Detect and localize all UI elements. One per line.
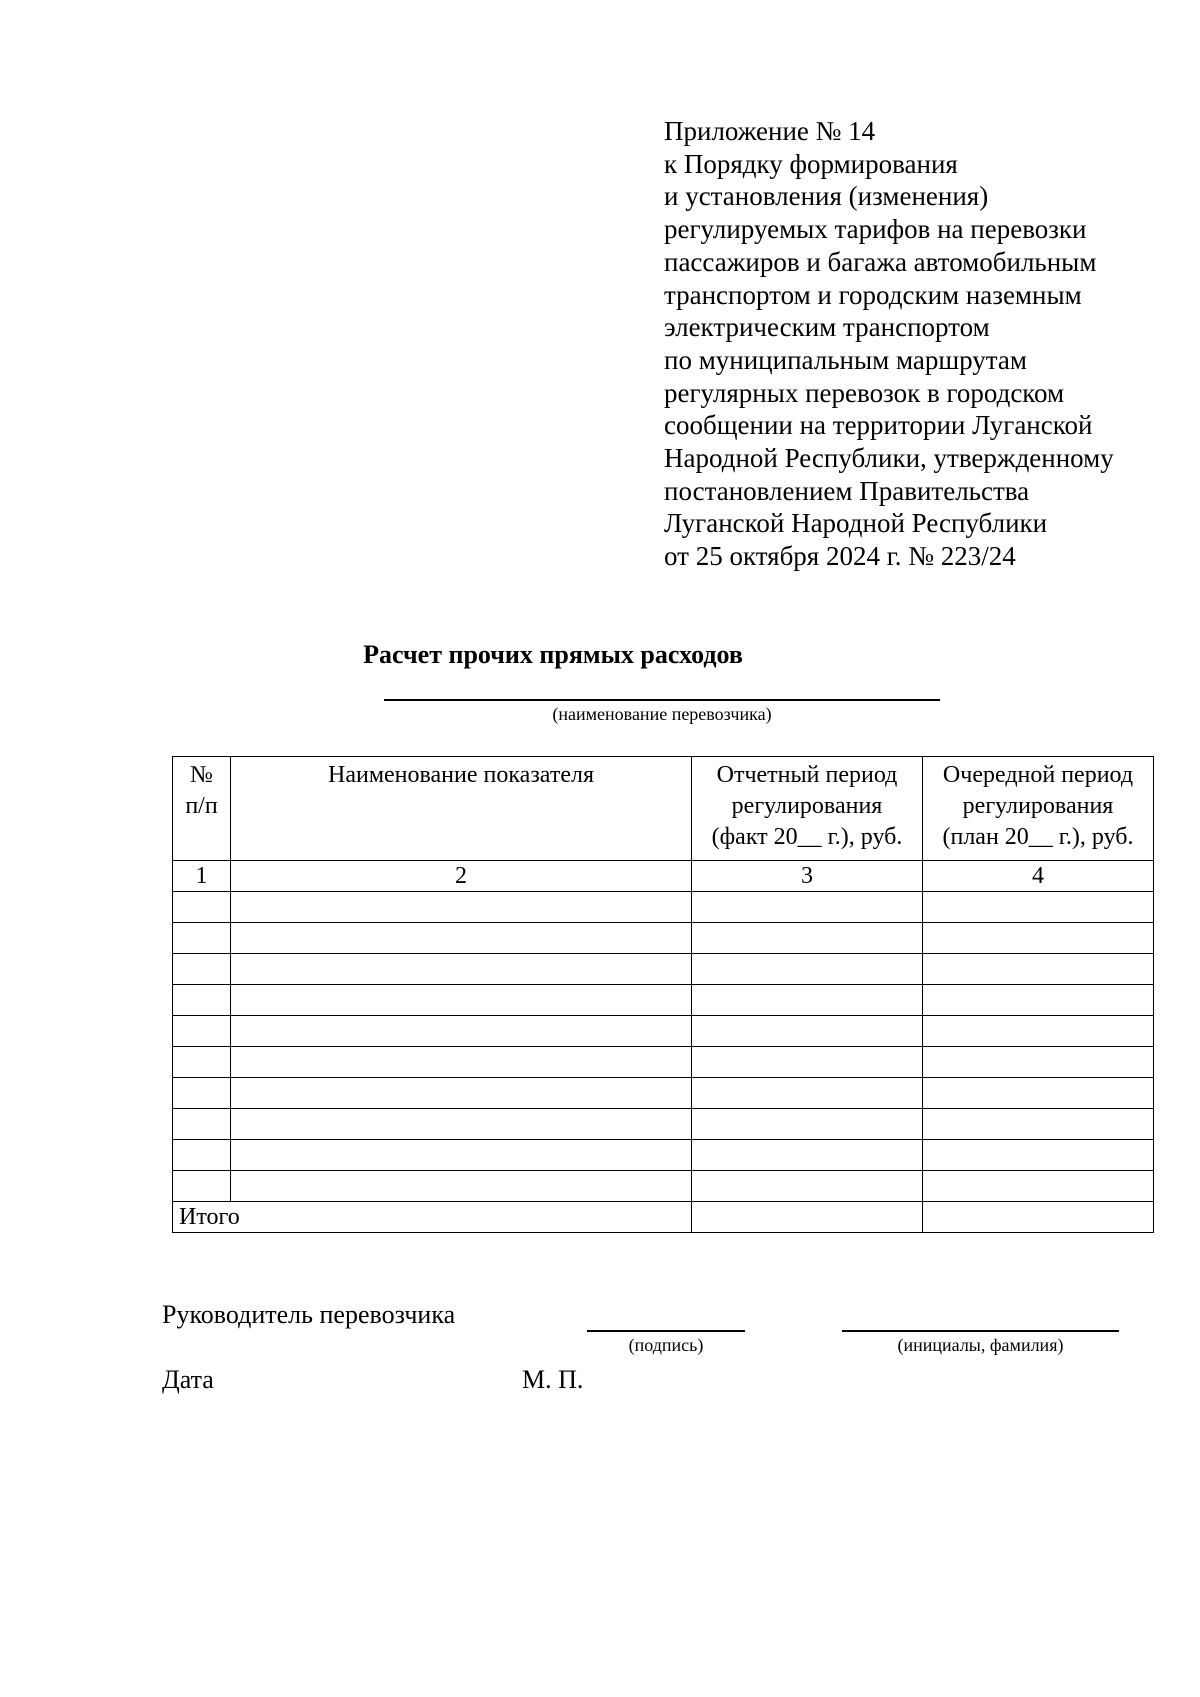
row-name-cell[interactable]: [231, 1171, 692, 1202]
row-next-cell[interactable]: [923, 954, 1154, 985]
carrier-head-label: Руководитель перевозчика: [162, 1300, 456, 1329]
table-row: [173, 1171, 1154, 1202]
header-next-period: Очередной период регулирования (план 20__ г.), руб.: [923, 757, 1154, 861]
row-next-cell[interactable]: [923, 1047, 1154, 1078]
row-reported-cell[interactable]: [692, 1016, 923, 1047]
row-num-cell[interactable]: [173, 985, 231, 1016]
row-num-cell[interactable]: [173, 1047, 231, 1078]
row-num-cell[interactable]: [173, 1109, 231, 1140]
row-next-cell[interactable]: [923, 1171, 1154, 1202]
header-indicator-name: Наименование показателя: [231, 757, 692, 861]
table-row: [173, 954, 1154, 985]
table-row: [173, 892, 1154, 923]
appendix-line: регулируемых тарифов на перевозки: [664, 214, 1087, 245]
table-row: [173, 985, 1154, 1016]
row-next-cell[interactable]: [923, 985, 1154, 1016]
appendix-block: [664, 115, 1164, 573]
row-name-cell[interactable]: [231, 1109, 692, 1140]
row-num-cell[interactable]: [173, 892, 231, 923]
header-num: № п/п: [173, 757, 231, 861]
appendix-line: транспортом и городским наземным: [664, 279, 1082, 310]
row-next-cell[interactable]: [923, 1109, 1154, 1140]
column-number-row: [173, 861, 1154, 892]
table-row: [173, 1109, 1154, 1140]
row-num-cell[interactable]: [173, 954, 231, 985]
signature-line[interactable]: [587, 1330, 745, 1332]
row-name-cell[interactable]: [231, 1016, 692, 1047]
row-reported-cell[interactable]: [692, 892, 923, 923]
row-reported-cell[interactable]: [692, 954, 923, 985]
name-line[interactable]: [842, 1330, 1119, 1332]
header-reported-period: Отчетный период регулирования (факт 20__ г.), руб.: [692, 757, 923, 861]
row-reported-cell[interactable]: [692, 985, 923, 1016]
appendix-line: по муниципальным маршрутам: [664, 344, 1027, 375]
table-row: [173, 1140, 1154, 1171]
row-next-cell[interactable]: [923, 1016, 1154, 1047]
appendix-line: пассажиров и багажа автомобильным: [664, 246, 1097, 277]
row-reported-cell[interactable]: [692, 1109, 923, 1140]
column-number: 4: [923, 861, 1154, 892]
row-reported-cell[interactable]: [692, 1171, 923, 1202]
costs-table: [172, 756, 1154, 1233]
appendix-line: электрическим транспортом: [664, 312, 990, 343]
appendix-line: Приложение № 14: [664, 116, 876, 146]
row-num-cell[interactable]: [173, 1016, 231, 1047]
appendix-line: к Порядку формирования: [664, 148, 958, 179]
appendix-line: сообщении на территории Луганской: [664, 410, 1093, 441]
total-label: Итого: [173, 1202, 692, 1233]
appendix-line: Луганской Народной Республики: [664, 508, 1048, 539]
appendix-line: постановлением Правительства: [664, 475, 1030, 506]
row-name-cell[interactable]: [231, 892, 692, 923]
document-title: Расчет прочих прямых расходов: [363, 640, 743, 669]
row-reported-cell[interactable]: [692, 1140, 923, 1171]
table-row: [173, 923, 1154, 954]
name-caption: (инициалы, фамилия): [897, 1335, 1064, 1355]
row-next-cell[interactable]: [923, 892, 1154, 923]
signature-caption: (подпись): [628, 1335, 704, 1355]
row-reported-cell[interactable]: [692, 1078, 923, 1109]
row-reported-cell[interactable]: [692, 923, 923, 954]
row-num-cell[interactable]: [173, 923, 231, 954]
carrier-name-caption: (наименование перевозчика): [552, 704, 772, 724]
row-num-cell[interactable]: [173, 1140, 231, 1171]
row-num-cell[interactable]: [173, 1078, 231, 1109]
row-name-cell[interactable]: [231, 1078, 692, 1109]
column-number: 3: [692, 861, 923, 892]
row-name-cell[interactable]: [231, 1047, 692, 1078]
appendix-line: Народной Республики, утвержденному: [664, 443, 1114, 474]
row-num-cell[interactable]: [173, 1171, 231, 1202]
table-row: [173, 1078, 1154, 1109]
appendix-line: регулярных перевозок в городском: [664, 377, 1065, 408]
seal-label: М. П.: [522, 1365, 584, 1394]
carrier-name-line[interactable]: [384, 699, 940, 701]
row-next-cell[interactable]: [923, 923, 1154, 954]
appendix-line: от 25 октября 2024 г. № 223/24: [664, 541, 1016, 572]
row-name-cell[interactable]: [231, 985, 692, 1016]
table-row: [173, 1016, 1154, 1047]
row-name-cell[interactable]: [231, 1140, 692, 1171]
table-body: [173, 892, 1154, 1202]
total-next-cell[interactable]: [923, 1202, 1154, 1233]
date-label: Дата: [162, 1365, 214, 1394]
table-header-row: [173, 757, 1154, 861]
appendix-line: и установления (изменения): [664, 181, 989, 212]
row-name-cell[interactable]: [231, 954, 692, 985]
column-number: 2: [231, 861, 692, 892]
row-next-cell[interactable]: [923, 1078, 1154, 1109]
row-name-cell[interactable]: [231, 923, 692, 954]
table-row: [173, 1047, 1154, 1078]
row-next-cell[interactable]: [923, 1140, 1154, 1171]
total-reported-cell[interactable]: [692, 1202, 923, 1233]
total-row: [173, 1202, 1154, 1233]
row-reported-cell[interactable]: [692, 1047, 923, 1078]
column-number: 1: [173, 861, 231, 892]
